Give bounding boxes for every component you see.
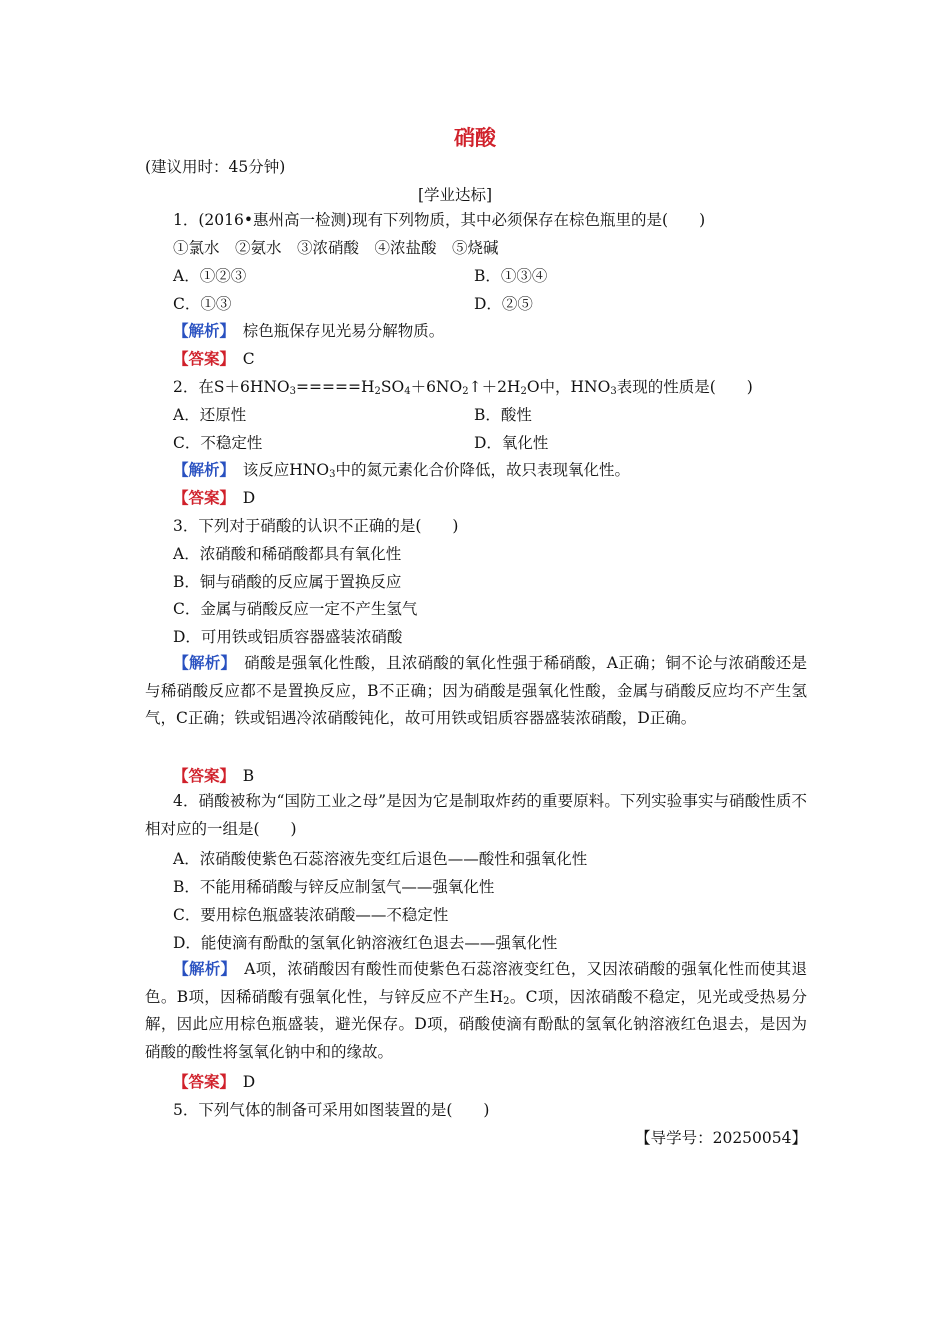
analysis-label: 【解析】 [173,460,228,479]
q5-stem: 5．下列气体的制备可采用如图装置的是( ) [173,1101,490,1119]
section-heading: [学业达标] [418,186,493,204]
q4-answer-text: D [227,1073,256,1091]
q1-stem: 1．(2016•惠州高一检测)现有下列物质，其中必须保存在棕色瓶里的是( ) [173,211,706,229]
q2-stem: 2．在$S+6HNO_3=====H_2SO_4+6NO_2↑+2H_2O$中，$HNO_3$表现的性质是( ) [173,378,753,397]
q2-answer [173,487,255,509]
q3-answer [173,765,254,787]
q3-analysis [145,649,807,733]
q4-option-c: C．要用棕色瓶盛装浓硝酸——不稳定性 [173,906,449,924]
q4-analysis: 【解析】 A项，浓硝酸因有酸性而使紫色石蕊溶液变红色，又因浓硝酸的强氧化性而使其退色。B项，因稀硝酸有强氧化性，与锌反应不产生$H_2$。C项，因浓硝酸不稳定，见光或受热易分解，因此应用棕色瓶盛装，避光保存。D项，硝酸使滴有酚酞的氢氧化钠溶液红色退去，是因为硝酸的酸性将氢氧化钠中和的缘故。 [145,959,807,1062]
q3-answer-text: B [227,767,255,785]
q2-option-c: C．不稳定性 [173,434,263,452]
q1-option-a: A．①②③ [173,267,247,285]
q1-items: ①氯水 ②氨水 ③浓硝酸 ④浓盐酸 ⑤烧碱 [173,239,499,257]
q4-answer [173,1071,255,1093]
answer-label: 【答案】 [173,488,228,507]
answer-label: 【答案】 [173,1072,228,1091]
q3-stem: 3．下列对于硝酸的认识不正确的是( ) [173,517,459,535]
q2-option-a: A．还原性 [173,406,247,424]
q2-analysis: 【解析】 该反应$HNO_3$中的氮元素化合价降低，故只表现氧化性。 [173,460,630,480]
q1-option-d: D．②⑤ [474,295,533,313]
q2-option-b: B．酸性 [474,406,532,424]
guide-number: 【导学号：20250054】 [635,1129,807,1147]
q1-option-c: C．①③ [173,295,232,313]
q1-analysis-text: 棕色瓶保存见光易分解物质。 [227,322,445,340]
q3-option-b: B．铜与硝酸的反应属于置换反应 [173,573,402,591]
q2-option-d: D．氧化性 [474,434,549,452]
q4-option-a: A．浓硝酸使紫色石蕊溶液先变红后退色——酸性和强氧化性 [173,850,588,868]
analysis-label: 【解析】 [173,321,228,340]
q3-option-c: C．金属与硝酸反应一定不产生氢气 [173,600,418,618]
q3-option-d: D．可用铁或铝质容器盛装浓硝酸 [173,628,403,646]
q1-analysis [173,320,444,342]
suggested-time: (建议用时：45分钟) [145,158,286,176]
q4-option-b: B．不能用稀硝酸与锌反应制氢气——强氧化性 [173,878,495,896]
q3-analysis-text: 硝酸是强氧化性酸，且浓硝酸的氧化性强于稀硝酸，A正确；铜不论与浓硝酸还是与稀硝酸反应都不是置换反应，B不正确；因为硝酸是强氧化性酸，金属与硝酸反应均不产生氢气，C正确；铁或铝遇冷浓硝酸钝化，故可用铁或铝质容器盛装浓硝酸，D正确。 [145,654,807,728]
analysis-label: 【解析】 [173,653,229,672]
q1-answer [173,348,255,370]
q4-option-d: D．能使滴有酚酞的氢氧化钠溶液红色退去——强氧化性 [173,934,558,952]
q1-answer-text: C [227,350,255,368]
q3-option-a: A．浓硝酸和稀硝酸都具有氧化性 [173,545,402,563]
q2-answer-text: D [227,489,256,507]
analysis-label: 【解析】 [173,959,229,978]
page-title: 硝酸 [454,125,496,150]
answer-label: 【答案】 [173,766,228,785]
q4-stem: 4．硝酸被称为“国防工业之母”是因为它是制取炸药的重要原料。下列实验事实与硝酸性质不相对应的一组是( ) [145,792,807,838]
answer-label: 【答案】 [173,349,228,368]
q1-option-b: B．①③④ [474,267,548,285]
